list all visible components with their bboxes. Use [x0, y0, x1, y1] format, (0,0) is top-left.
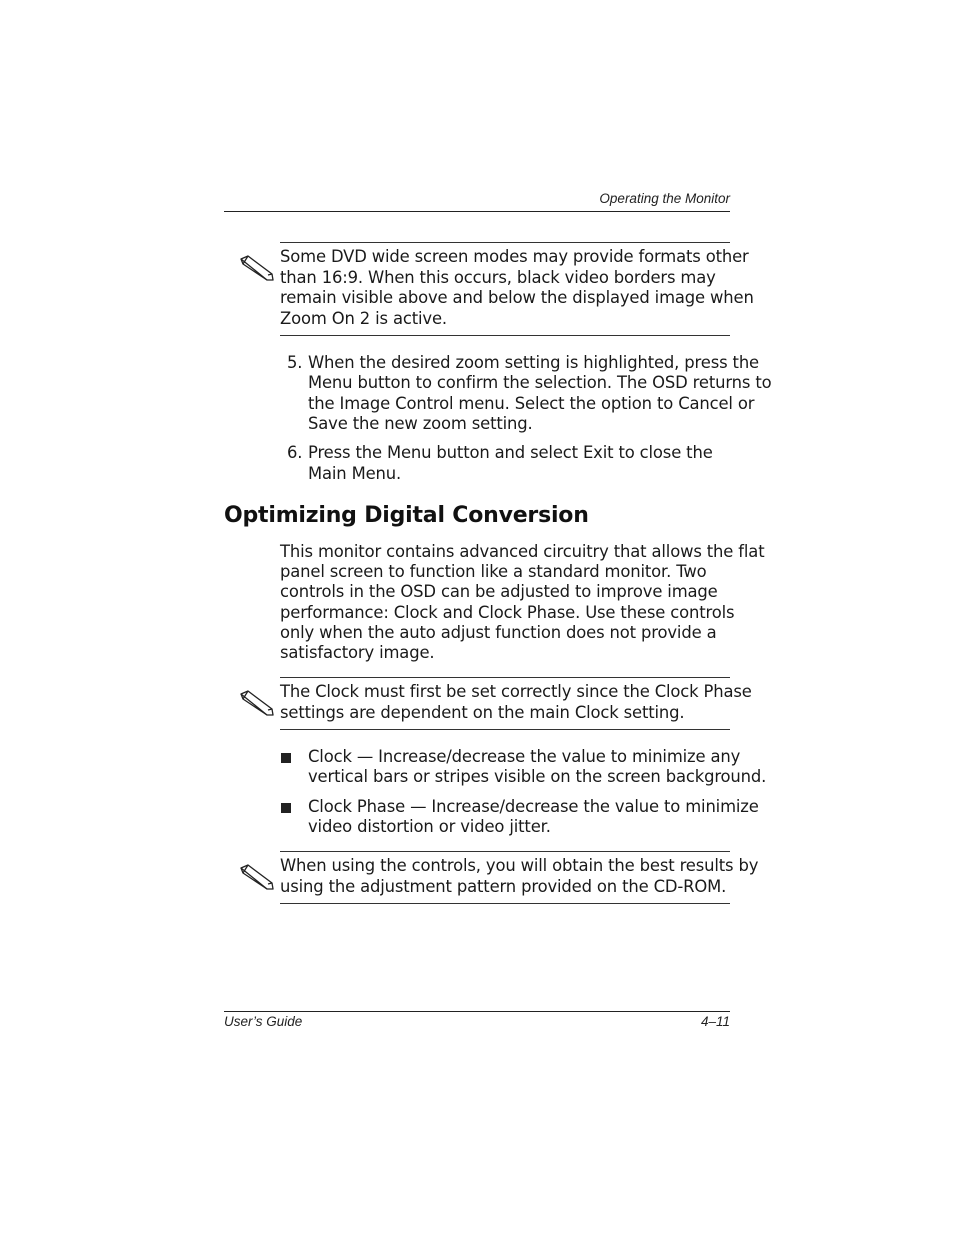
paragraph-line: satisfactory image. [280, 643, 435, 662]
paragraph-line: controls in the OSD can be adjusted to improve image [280, 582, 718, 602]
step-line: Menu button to confirm the selection. The OSD returns to [308, 373, 772, 393]
step-line: Save the new zoom setting. [308, 414, 533, 433]
note-line: The Clock must first be set correctly since the Clock Phase [280, 682, 752, 701]
note-bottom-rule [280, 903, 730, 904]
header-rule [224, 211, 730, 212]
running-header: Operating the Monitor [599, 191, 730, 206]
note-top-rule [280, 242, 730, 243]
section-heading: Optimizing Digital Conversion [224, 503, 589, 528]
note-bottom-rule [280, 729, 730, 730]
paragraph-line: This monitor contains advanced circuitry that allows the flat [280, 542, 765, 561]
pencil-note-icon [238, 253, 276, 283]
bullet-square [281, 803, 291, 813]
note-line: Some DVD wide screen modes may provide formats other [280, 247, 749, 266]
bullet-square [281, 753, 291, 763]
note-line: remain visible above and below the displayed image when [280, 288, 754, 307]
bullet-list [0, 747, 954, 847]
bullet-line: video distortion or video jitter. [308, 817, 551, 837]
footer-page-number: 4–11 [700, 1014, 730, 1029]
pencil-note-icon [238, 688, 276, 718]
step-line: the Image Control menu. Select the option to Cancel or [308, 393, 755, 413]
note-line: settings are dependent on the main Clock setting. [280, 702, 685, 722]
bullet-line: Clock — Increase/decrease the value to minimize any [308, 747, 741, 766]
numbered-steps [0, 353, 954, 493]
note-line: Zoom On 2 is active. [280, 308, 447, 328]
note-line: When using the controls, you will obtain the best results by [280, 856, 759, 875]
pencil-note-icon [238, 862, 276, 892]
note-line: using the adjustment pattern provided on the CD-ROM. [280, 876, 727, 896]
paragraph-line: only when the auto adjust function does not provide a [280, 622, 717, 642]
paragraph-line: performance: Clock and Clock Phase. Use these controls [280, 602, 735, 622]
step-number: 5. [287, 353, 303, 372]
step-line: When the desired zoom setting is highlighted, press the [308, 353, 759, 372]
note-top-rule [280, 851, 730, 852]
step-number: 6. [287, 443, 303, 462]
step-line: Press the Menu button and select Exit to close the [308, 443, 713, 462]
note-line: than 16:9. When this occurs, black video borders may [280, 267, 716, 287]
bullet-line: vertical bars or stripes visible on the screen background. [308, 767, 767, 787]
step-line: Main Menu. [308, 464, 402, 483]
bullet-line: Clock Phase — Increase/decrease the value to minimize [308, 797, 759, 816]
footer-rule [224, 1011, 730, 1012]
note-top-rule [280, 677, 730, 678]
paragraph-line: panel screen to function like a standard monitor. Two [280, 562, 707, 582]
note-bottom-rule [280, 335, 730, 336]
footer-guide-title: User’s Guide [224, 1014, 303, 1029]
